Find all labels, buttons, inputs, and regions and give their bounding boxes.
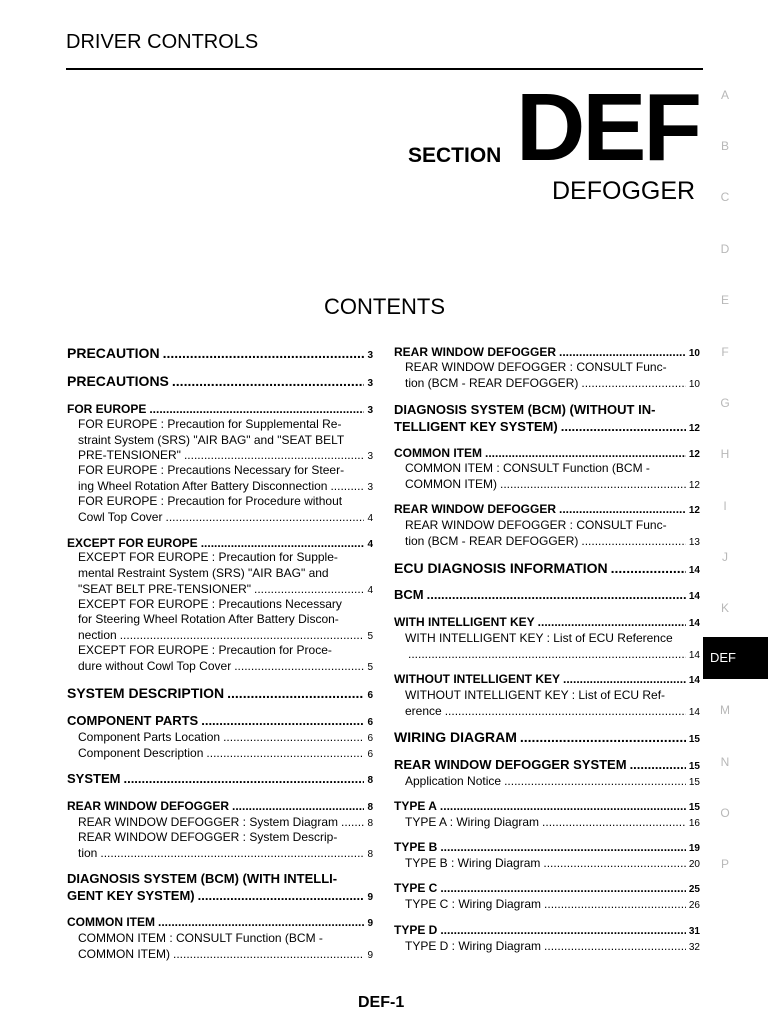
toc-entry[interactable] (78, 629, 373, 642)
leader-dots (542, 816, 686, 828)
toc-entry-page: 10 (688, 348, 700, 359)
toc-entry-title: COMMON ITEM) (78, 947, 170, 961)
toc-entry-page: 14 (688, 565, 700, 576)
toc-entry-title: erence (405, 704, 442, 718)
toc-entry-title: FOR EUROPE (67, 402, 147, 416)
toc-entry[interactable] (67, 537, 373, 550)
leader-dots (440, 800, 686, 812)
leader-dots (559, 346, 686, 358)
toc-entry-title: TELLIGENT KEY SYSTEM) (394, 419, 558, 434)
toc-entry[interactable] (78, 480, 373, 493)
toc-entry-page: 31 (688, 926, 700, 937)
section-code: DEF (516, 74, 699, 181)
leader-dots (440, 924, 686, 936)
side-index-n[interactable]: N (720, 755, 730, 769)
toc-entry[interactable] (394, 924, 700, 937)
toc-entry-page: 9 (367, 950, 373, 961)
leader-dots (158, 916, 364, 928)
toc-entry[interactable] (67, 916, 373, 929)
toc-entry-page: 4 (367, 513, 373, 524)
toc-entry[interactable] (67, 374, 373, 389)
leader-dots (100, 847, 364, 859)
toc-entry-title: Component Description (78, 746, 204, 760)
leader-dots (504, 775, 686, 787)
toc-entry-title: TYPE A (394, 799, 437, 813)
toc-entry-page: 5 (367, 631, 373, 642)
toc-entry-page: 13 (688, 537, 700, 548)
toc-entry[interactable] (78, 948, 373, 961)
toc-entry-title: REAR WINDOW DEFOGGER SYSTEM (394, 757, 627, 772)
toc-entry-page: 8 (367, 802, 373, 813)
toc-entry-page: 12 (688, 423, 700, 434)
toc-entry[interactable] (405, 940, 700, 953)
leader-dots (427, 588, 686, 601)
toc-entry[interactable] (394, 503, 700, 516)
toc-entry-page: 4 (367, 539, 373, 550)
toc-entry[interactable] (78, 847, 373, 860)
toc-entry[interactable] (394, 616, 700, 629)
leader-dots (201, 537, 365, 549)
toc-entry[interactable] (394, 561, 700, 576)
toc-entry[interactable] (394, 346, 700, 359)
toc-entry[interactable] (405, 478, 700, 491)
toc-entry[interactable] (405, 535, 700, 548)
toc-entry-title: SYSTEM (67, 771, 121, 786)
toc-entry-page: 8 (367, 818, 373, 829)
toc-entry-title: WITH INTELLIGENT KEY (394, 615, 535, 629)
leader-dots (611, 561, 686, 575)
leader-dots (172, 374, 365, 388)
toc-entry-title: TYPE A : Wiring Diagram (405, 815, 540, 829)
toc-entry[interactable] (67, 403, 373, 416)
leader-dots (520, 730, 686, 744)
toc-entry[interactable] (405, 898, 700, 911)
toc-entry-page: 9 (367, 918, 373, 929)
leader-dots (544, 898, 686, 910)
side-index-i[interactable]: I (723, 499, 727, 513)
toc-entry-page: 14 (688, 591, 700, 602)
toc-entry-page: 16 (688, 818, 700, 829)
toc-entry-page: 15 (688, 777, 700, 788)
toc-entry-title: REAR WINDOW DEFOGGER (394, 345, 556, 359)
toc-entry-line: EXCEPT FOR EUROPE : Precaution for Proce- (78, 643, 332, 657)
toc-entry-page: 12 (688, 480, 700, 491)
leader-dots (341, 816, 364, 828)
leader-dots (440, 882, 686, 894)
leader-dots (232, 800, 364, 812)
toc-entry[interactable] (405, 377, 700, 390)
toc-entry-title: Component Parts Location (78, 730, 221, 744)
side-index-g[interactable]: G (720, 396, 730, 410)
toc-entry-title: BCM (394, 587, 424, 602)
leader-dots (223, 731, 364, 743)
leader-dots (201, 714, 364, 727)
toc-entry-title: ECU DIAGNOSIS INFORMATION (394, 560, 608, 576)
toc-entry-line: REAR WINDOW DEFOGGER : System Descrip- (78, 830, 338, 844)
toc-entry[interactable] (78, 816, 373, 829)
leader-dots (559, 503, 686, 515)
leader-dots (330, 480, 364, 492)
toc-entry-title: TYPE C (394, 881, 438, 895)
toc-entry[interactable] (394, 841, 700, 854)
toc-entry-line: straint System (SRS) "AIR BAG" and "SEAT BELT (78, 433, 345, 447)
side-index-k[interactable]: K (720, 601, 729, 615)
toc-entry-line: COMMON ITEM : CONSULT Function (BCM - (78, 931, 323, 945)
toc-entry[interactable] (394, 673, 700, 686)
toc-entry-title: COMMON ITEM) (405, 477, 497, 491)
leader-dots (184, 449, 365, 461)
toc-entry-page: 14 (688, 707, 700, 718)
leader-dots (543, 857, 686, 869)
toc-entry-title: PRECAUTION (67, 345, 160, 361)
leader-dots (123, 772, 364, 785)
toc-entry-title: TYPE D : Wiring Diagram (405, 939, 542, 953)
toc-entry-line: REAR WINDOW DEFOGGER : CONSULT Func- (405, 360, 667, 374)
toc-entry-page: 6 (367, 717, 373, 728)
side-index-def-active[interactable]: DEF (703, 637, 768, 679)
toc-entry-page: 14 (688, 618, 700, 629)
toc-entry-page: 9 (367, 892, 373, 903)
toc-entry-title: TYPE C : Wiring Diagram (405, 897, 542, 911)
toc-entry[interactable] (67, 800, 373, 813)
toc-entry-title: COMMON ITEM (394, 446, 482, 460)
toc-entry[interactable] (67, 346, 373, 361)
toc-entry-title: nection (78, 628, 117, 642)
toc-entry-page: 6 (367, 749, 373, 760)
toc-entry[interactable] (78, 449, 373, 462)
toc-entry-page: 25 (688, 884, 700, 895)
toc-entry-title: EXCEPT FOR EUROPE (67, 536, 198, 550)
leader-dots (485, 447, 686, 459)
leader-dots (173, 948, 364, 960)
toc-entry-page: 3 (367, 350, 373, 361)
toc-entry-page: 15 (688, 802, 700, 813)
toc-entry-title: ing Wheel Rotation After Battery Disconnection (78, 479, 328, 493)
toc-entry-page: 15 (688, 761, 700, 772)
toc-entry-title: Application Notice (405, 774, 502, 788)
toc-entry-title: SYSTEM DESCRIPTION (67, 685, 225, 701)
toc-entry-line: WITHOUT INTELLIGENT KEY : List of ECU Ref- (405, 688, 666, 702)
toc-entry-page: 3 (367, 482, 373, 493)
toc-entry[interactable] (405, 705, 700, 718)
toc-entry-line: DIAGNOSIS SYSTEM (BCM) (WITH INTELLI- (67, 871, 338, 886)
toc-entry-title: REAR WINDOW DEFOGGER : System Diagram (78, 815, 339, 829)
side-index-e[interactable]: E (720, 293, 729, 307)
toc-entry-page: 12 (688, 449, 700, 460)
toc-entry-title: REAR WINDOW DEFOGGER (67, 799, 229, 813)
leader-dots (445, 705, 686, 717)
toc-entry-title: "SEAT BELT PRE-TENSIONER" (78, 582, 252, 596)
toc-entry[interactable] (405, 816, 700, 829)
toc-entry[interactable] (394, 758, 700, 772)
leader-dots (149, 403, 364, 415)
side-index-d[interactable]: D (720, 242, 730, 256)
toc-entry-line: COMMON ITEM : CONSULT Function (BCM - (405, 461, 650, 475)
side-index-h[interactable]: H (720, 447, 730, 461)
leader-dots (227, 686, 364, 700)
toc-entry[interactable] (78, 583, 373, 596)
toc-entry-title: TYPE B (394, 840, 438, 854)
leader-dots (538, 616, 686, 628)
side-index-f[interactable]: F (721, 345, 729, 359)
toc-entry-title: Cowl Top Cover (78, 510, 163, 524)
toc-entry-line: EXCEPT FOR EUROPE : Precaution for Supple- (78, 550, 338, 564)
toc-entry-page: 32 (688, 942, 700, 953)
toc-entry-line: FOR EUROPE : Precaution for Supplemental Re- (78, 417, 342, 431)
toc-entry-title: tion (BCM - REAR DEFOGGER) (405, 534, 579, 548)
leader-dots (163, 346, 365, 360)
toc-entry[interactable] (78, 660, 373, 673)
leader-dots (544, 940, 686, 952)
leader-dots (198, 889, 365, 902)
toc-entry-page: 4 (367, 585, 373, 596)
toc-entry-title: COMPONENT PARTS (67, 713, 199, 728)
toc-entry-title: COMMON ITEM (67, 915, 155, 929)
side-index-j[interactable]: J (722, 550, 728, 564)
toc-entry-title: TYPE B : Wiring Diagram (405, 856, 541, 870)
toc-entry[interactable] (405, 857, 700, 870)
toc-entry[interactable] (405, 775, 700, 788)
toc-entry-title: tion (78, 846, 98, 860)
toc-entry-page: 26 (688, 900, 700, 911)
toc-entry-page: 6 (367, 733, 373, 744)
toc-entry-title: dure without Cowl Top Cover (78, 659, 232, 673)
toc-entry-line: REAR WINDOW DEFOGGER : CONSULT Func- (405, 518, 667, 532)
leader-dots (581, 377, 686, 389)
toc-entry-line: EXCEPT FOR EUROPE : Precautions Necessary (78, 597, 342, 611)
toc-entry-title: PRE-TENSIONER" (78, 448, 181, 462)
toc-entry[interactable] (78, 731, 373, 744)
side-index-p[interactable]: P (720, 857, 729, 871)
contents-title: CONTENTS (324, 294, 445, 319)
toc-entry[interactable] (394, 800, 700, 813)
leader-dots (408, 648, 686, 660)
toc-entry-title: PRECAUTIONS (67, 373, 169, 389)
leader-dots (630, 758, 686, 771)
side-index-c[interactable]: C (720, 190, 730, 204)
toc-entry-page: 12 (688, 505, 700, 516)
page-number: DEF-1 (358, 994, 405, 1011)
toc-entry[interactable] (78, 747, 373, 760)
document-header-title: DRIVER CONTROLS (66, 31, 259, 53)
toc-entry[interactable] (67, 686, 373, 701)
leader-dots (234, 660, 364, 672)
toc-entry-page: 19 (688, 843, 700, 854)
toc-entry-page: 3 (367, 378, 373, 389)
toc-entry[interactable] (394, 730, 700, 745)
toc-entry-title: WITHOUT INTELLIGENT KEY (394, 672, 560, 686)
side-index-o[interactable]: O (720, 806, 730, 820)
leader-dots (440, 841, 686, 853)
leader-dots (500, 478, 686, 490)
toc-entry-page: 15 (688, 734, 700, 745)
section-label: SECTION (408, 144, 502, 167)
toc-entry[interactable] (394, 447, 700, 460)
toc-entry-page: 14 (688, 675, 700, 686)
toc-entry-title: WIRING DIAGRAM (394, 729, 517, 745)
toc-entry[interactable] (67, 772, 373, 786)
toc-entry-page: 20 (688, 859, 700, 870)
toc-entry-page: 3 (367, 451, 373, 462)
toc-entry-title: TYPE D (394, 923, 438, 937)
section-name: DEFOGGER (552, 177, 696, 205)
leader-dots (563, 673, 686, 685)
toc-entry[interactable] (394, 588, 700, 602)
toc-entry-page: 8 (367, 849, 373, 860)
toc-entry-page: 6 (367, 690, 373, 701)
toc-entry[interactable] (78, 511, 373, 524)
toc-entry-page: 14 (688, 650, 700, 661)
toc-entry-title: tion (BCM - REAR DEFOGGER) (405, 376, 579, 390)
toc-entry-title: REAR WINDOW DEFOGGER (394, 502, 556, 516)
toc-entry-title: GENT KEY SYSTEM) (67, 888, 195, 903)
leader-dots (561, 420, 686, 433)
side-index-a[interactable]: A (720, 88, 729, 102)
toc-entry[interactable] (405, 648, 700, 661)
side-index-b[interactable]: B (720, 139, 729, 153)
toc-entry-line: DIAGNOSIS SYSTEM (BCM) (WITHOUT IN- (394, 402, 656, 417)
toc-entry-line: WITH INTELLIGENT KEY : List of ECU Reference (405, 631, 673, 645)
toc-entry[interactable] (67, 889, 373, 903)
toc-entry-line: FOR EUROPE : Precaution for Procedure without (78, 494, 343, 508)
toc-entry-page: 5 (367, 662, 373, 673)
leader-dots (254, 583, 364, 595)
toc-entry-line: for Steering Wheel Rotation After Battery Discon- (78, 612, 339, 626)
toc-entry[interactable] (67, 714, 373, 728)
header-rule (66, 68, 703, 70)
toc-entry-page: 8 (367, 775, 373, 786)
toc-entry-line: FOR EUROPE : Precautions Necessary for Steer- (78, 463, 345, 477)
leader-dots (581, 535, 686, 547)
toc-entry-page: 3 (367, 405, 373, 416)
toc-entry-line: mental Restraint System (SRS) "AIR BAG" and (78, 566, 329, 580)
toc-entry-page: 10 (688, 379, 700, 390)
toc-entry[interactable] (394, 420, 700, 434)
leader-dots (206, 747, 364, 759)
side-index-m[interactable]: M (720, 703, 730, 717)
toc-entry[interactable] (394, 882, 700, 895)
leader-dots (165, 511, 364, 523)
leader-dots (120, 629, 365, 641)
